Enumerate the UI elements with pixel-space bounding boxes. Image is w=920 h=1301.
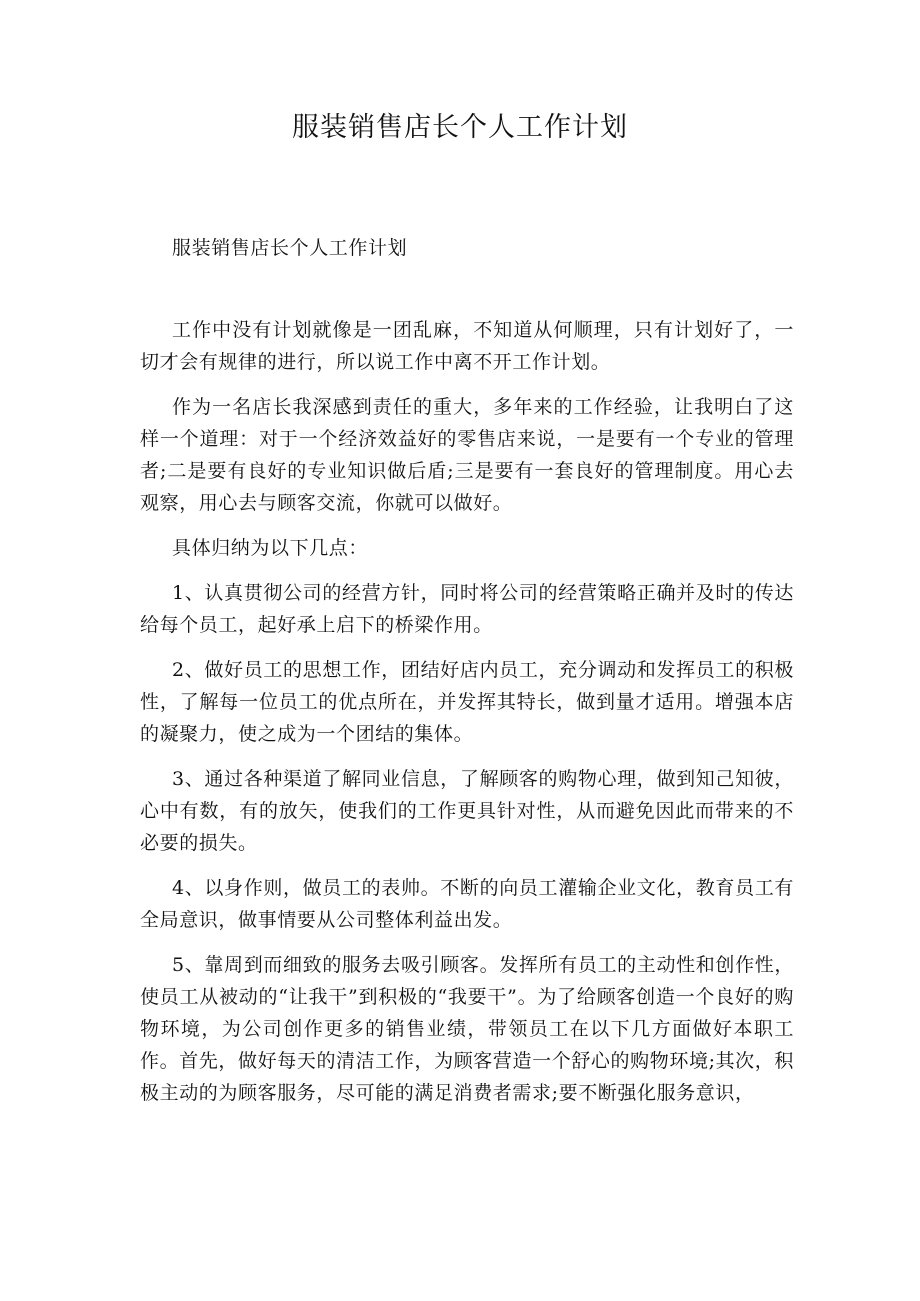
paragraph-point-3: 3、通过各种渠道了解同业信息，了解顾客的购物心理，做到知己知彼，心中有数，有的放矢，使我们的工作更具针对性，从而避免因此而带来的不必要的损失。 bbox=[140, 768, 794, 854]
paragraph-manager-role: 作为一名店长我深感到责任的重大，多年来的工作经验，让我明白了这样一个道理：对于一个经济效益好的零售店来说，一是要有一个专业的管理者;二是要有良好的专业知识做后盾;三是要有一套良好的管理制度。用心去观察，用心去与顾客交流，你就可以做好。 bbox=[140, 396, 794, 514]
document-title: 服装销售店长个人工作计划 bbox=[292, 112, 628, 143]
paragraph-intro: 工作中没有计划就像是一团乱麻，不知道从何顺理，只有计划好了，一切才会有规律的进行，所以说工作中离不开工作计划。 bbox=[140, 319, 794, 373]
paragraph-point-2: 2、做好员工的思想工作，团结好店内员工，充分调动和发挥员工的积极性，了解每一位员工的优点所在，并发挥其特长，做到量才适用。增强本店的凝聚力，使之成为一个团结的集体。 bbox=[140, 659, 794, 745]
document-subtitle: 服装销售店长个人工作计划 bbox=[172, 237, 408, 259]
paragraph-point-1: 1、认真贯彻公司的经营方针，同时将公司的经营策略正确并及时的传达给每个员工，起好承上启下的桥梁作用。 bbox=[140, 582, 794, 636]
paragraph-point-5: 5、靠周到而细致的服务去吸引顾客。发挥所有员工的主动性和创作性，使员工从被动的“让我干”到积极的“我要干”。为了给顾客创造一个良好的购物环境，为公司创作更多的销售业绩，带领员工在以下几方面做好本职工作。首先，做好每天的清洁工作，为顾客营造一个舒心的购物环境;其次，积极主动的为顾客服务，尽可能的满足消费者需求;要不断强化服务意识， bbox=[140, 954, 794, 1104]
paragraph-summary-heading: 具体归纳为以下几点： bbox=[172, 537, 369, 559]
document-body bbox=[140, 314, 794, 1122]
paragraph-point-4: 4、以身作则，做员工的表帅。不断的向员工灌输企业文化，教育员工有全局意识，做事情要从公司整体利益出发。 bbox=[140, 877, 794, 931]
